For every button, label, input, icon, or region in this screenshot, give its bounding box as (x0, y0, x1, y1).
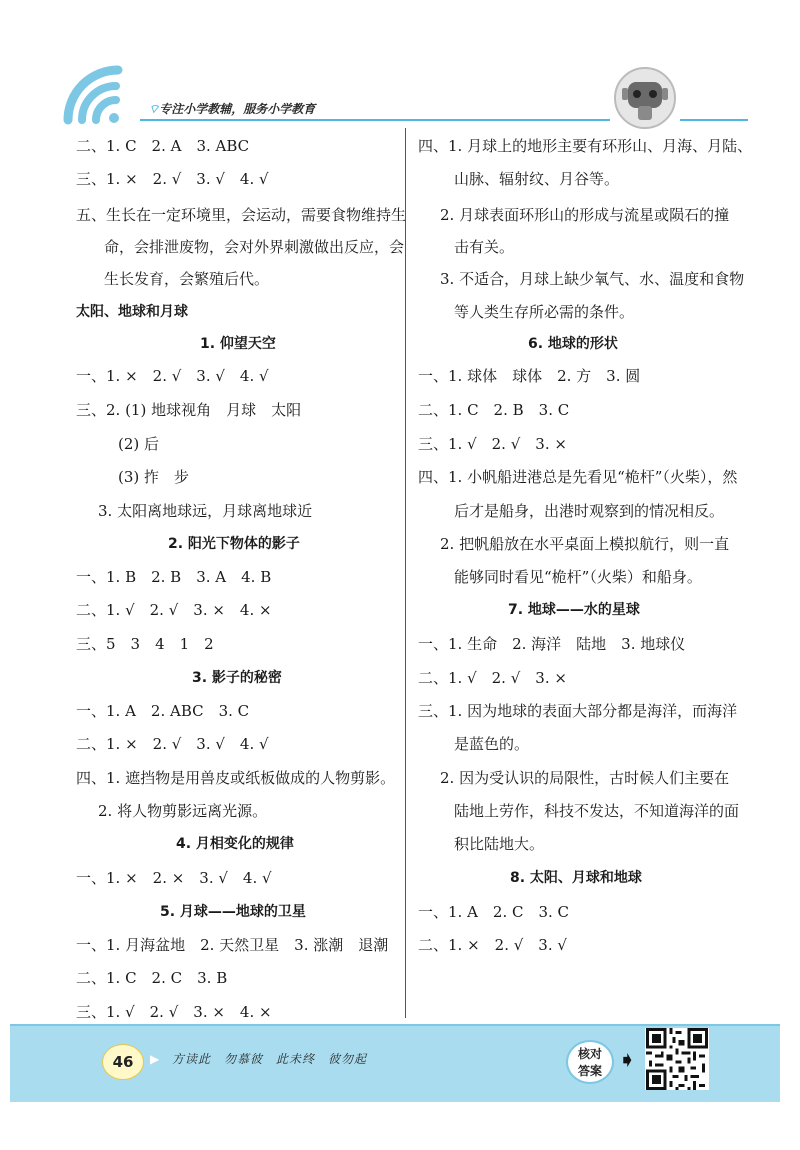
answer-line: 一、1. A 2. ABC 3. C (76, 702, 250, 720)
answer-line: 一、1. × 2. √ 3. √ 4. √ (76, 367, 269, 385)
answer-line: 二、1. C 2. A 3. ABC (76, 137, 250, 155)
answer-line: 二、1. √ 2. √ 3. × (418, 669, 567, 687)
answer-line: 五、生长在一定环境里，会运动，需要食物维持生 (76, 206, 407, 224)
answer-line: 二、1. √ 2. √ 3. × 4. × (76, 601, 272, 619)
answer-line: 一、1. B 2. B 3. A 4. B (76, 568, 272, 586)
answer-line: 一、1. A 2. C 3. C (418, 903, 570, 921)
qr-code-icon[interactable] (645, 1028, 709, 1090)
answer-line: 一、1. 球体 球体 2. 方 3. 圆 (418, 367, 641, 385)
check-answer-badge[interactable] (566, 1040, 614, 1084)
robot-mascot-icon (610, 66, 680, 130)
header-slogan (148, 100, 315, 117)
header-rule-right (680, 119, 748, 121)
column-divider (405, 128, 406, 1018)
answer-line: 二、1. × 2. √ 3. √ (418, 936, 567, 954)
answer-line: 2. 把帆船放在水平桌面上模拟航行，则一直 (440, 535, 730, 553)
answer-line: 四、1. 月球上的地形主要有环形山、月海、月陆、 (418, 137, 753, 155)
mini-wifi-icon: ⌔ (148, 102, 160, 116)
answer-line: 三、5 3 4 1 2 (76, 635, 214, 653)
answer-line: 二、1. C 2. B 3. C (418, 401, 570, 419)
unit-title: 太阳、地球和月球 (76, 304, 188, 320)
section-title: 4. 月相变化的规律 (176, 836, 294, 852)
answer-line: 2. 月球表面环形山的形成与流星或陨石的撞 (440, 206, 730, 224)
answer-line: 生长发育，会繁殖后代。 (104, 270, 270, 288)
answer-line: 等人类生存所必需的条件。 (454, 303, 635, 321)
answer-line: 一、1. 月海盆地 2. 天然卫星 3. 涨潮 退潮 (76, 936, 389, 954)
answer-line: 三、1. × 2. √ 3. √ 4. √ (76, 170, 269, 188)
section-title: 2. 阳光下物体的影子 (168, 536, 300, 552)
answer-line: 3. 太阳离地球远，月球离地球近 (98, 502, 313, 520)
right-arrow-icon: ➧ (618, 1048, 637, 1073)
answer-line: (2) 后 (118, 435, 160, 453)
answer-line: 一、1. 生命 2. 海洋 陆地 3. 地球仪 (418, 635, 686, 653)
section-title: 3. 影子的秘密 (192, 670, 282, 686)
answer-line: 三、1. √ 2. √ 3. × (418, 435, 567, 453)
answer-line: 一、1. × 2. × 3. √ 4. √ (76, 869, 272, 887)
answer-line: 击有关。 (454, 238, 515, 256)
answer-line: 2. 因为受认识的局限性，古时候人们主要在 (440, 769, 730, 787)
answer-line: 命，会排泄废物，会对外界刺激做出反应，会 (104, 238, 405, 256)
play-arrow-icon: ▶ (150, 1052, 160, 1066)
answer-line: 积比陆地大。 (454, 835, 545, 853)
answer-line: 四、1. 遮挡物是用兽皮或纸板做成的人物剪影。 (76, 769, 396, 787)
section-title: 7. 地球——水的星球 (508, 602, 640, 618)
section-title: 8. 太阳、月球和地球 (510, 870, 642, 886)
page-number: 46 (102, 1044, 144, 1080)
section-title: 5. 月球——地球的卫星 (160, 904, 306, 920)
section-title: 6. 地球的形状 (528, 336, 618, 352)
answer-line: 2. 将人物剪影远离光源。 (98, 802, 268, 820)
answer-line: 是蓝色的。 (454, 735, 530, 753)
check-answer-line1: 核对 (577, 1047, 602, 1061)
answer-line: 山脉、辐射纹、月谷等。 (454, 170, 620, 188)
answer-line: 四、1. 小帆船进港总是先看见“桅杆”（火柴），然 (418, 468, 738, 486)
answer-line: 3. 不适合，月球上缺少氧气、水、温度和食物 (440, 270, 745, 288)
answer-line: (3) 拃 步 (118, 468, 190, 486)
header-slogan-text: 专注小学教辅，服务小学教育 (159, 102, 316, 116)
answer-line: 能够同时看见“桅杆”（火柴）和船身。 (454, 568, 702, 586)
wifi-logo-icon (58, 60, 138, 130)
answer-line: 三、1. 因为地球的表面大部分都是海洋，而海洋 (418, 702, 738, 720)
page-header (0, 0, 800, 135)
check-answer-line2: 答案 (577, 1064, 602, 1078)
header-rule-left (140, 119, 610, 121)
answer-line: 三、2. (1) 地球视角 月球 太阳 (76, 401, 302, 419)
section-title: 1. 仰望天空 (200, 336, 276, 352)
answer-line: 三、1. √ 2. √ 3. × 4. × (76, 1003, 272, 1021)
answer-line: 二、1. × 2. √ 3. √ 4. √ (76, 735, 269, 753)
footer-motto: 方读此 勿慕彼 此未终 彼勿起 (172, 1052, 368, 1066)
answer-line: 后才是船身，出港时观察到的情况相反。 (454, 502, 725, 520)
answer-line: 二、1. C 2. C 3. B (76, 969, 228, 987)
answer-line: 陆地上劳作，科技不发达，不知道海洋的面 (454, 802, 740, 820)
